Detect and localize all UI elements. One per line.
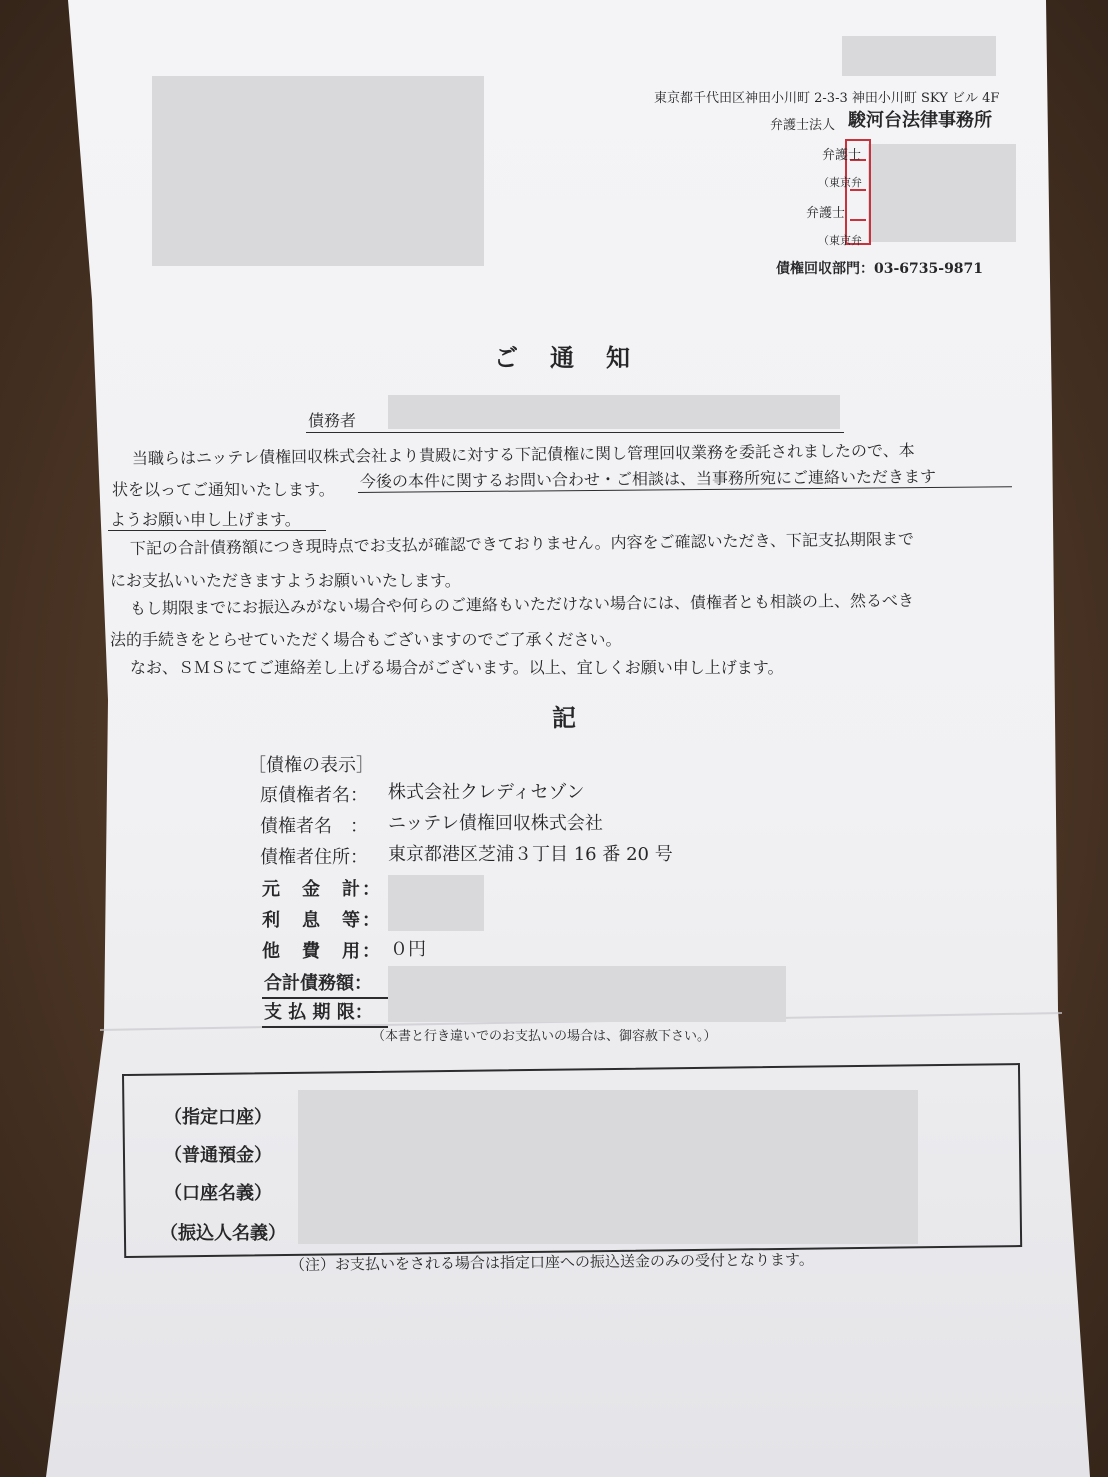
page-title: ご 通 知 — [494, 343, 634, 372]
claim-row-value-creditor: ニッテレ債権回収株式会社 — [388, 813, 603, 834]
redaction-total-deadline — [388, 966, 786, 1022]
firm-address: 東京都千代田区神田小川町 2-3-3 神田小川町 SKY ビル 4F — [654, 91, 1000, 106]
claim-row-label-principal: 元 金 計： — [262, 879, 382, 900]
body-p1-line1: 当職らはニッテレ債権回収株式会社より貴殿に対する下記債権に関し管理回収業務を委託されましたので、本 — [131, 440, 915, 468]
body-p1-line2b: 今後の本件に関するお問い合わせ・ご相談は、当事務所宛にご連絡いただきます — [359, 466, 937, 491]
claim-row-label-creditor: 債権者名 ： — [260, 816, 368, 837]
redaction-top-right — [842, 36, 996, 76]
body-p3-line2: 法的手続きをとらせていただく場合もございますのでご了承ください。 — [110, 630, 622, 649]
body-p1-underline2 — [108, 530, 326, 531]
redaction-lawyers — [868, 144, 1016, 242]
deadline-underline — [262, 1026, 388, 1028]
claim-row-label-total: 合計債務額： — [264, 973, 372, 994]
claim-row-value-other-fees: ０円 — [390, 939, 426, 960]
redaction-debtor-name — [388, 395, 840, 429]
body-p3-line1: もし期限までにお振込みがない場合や何らのご連絡もいただけない場合には、債権者とも相談の上、然るべき — [129, 590, 915, 618]
body-p1-line3: ようお願い申し上げます。 — [110, 510, 301, 529]
body-p4-line1: なお、ＳＭＳにてご連絡差し上げる場合がございます。以上、宜しくお願い申し上げます。 — [130, 658, 784, 677]
claim-heading: ［債権の表示］ — [248, 755, 374, 776]
body-p2-line1: 下記の合計債務額につき現時点でお支払が確認できておりません。内容をご確認いただき、下記支払期限まで — [129, 529, 915, 558]
claim-row-label-creditor-address: 債権者住所： — [260, 847, 368, 868]
debtor-underline — [306, 432, 844, 433]
lawyer2-label: 弁護士 — [806, 206, 846, 221]
lawyer1-note: （東京弁 — [818, 176, 862, 189]
redaction-principal-interest — [388, 875, 484, 931]
firm-name: 駿河台法律事務所 — [848, 110, 992, 131]
claim-row-label-other-fees: 他 費 用： — [262, 941, 382, 962]
lawyer1-label: 弁護士 — [822, 148, 862, 163]
account-label-holder: （口座名義） — [164, 1183, 272, 1204]
debtor-label: 債務者 — [308, 411, 357, 430]
claim-row-label-original-creditor: 原債権者名： — [260, 785, 368, 806]
total-underline — [262, 997, 388, 999]
department-phone: 債権回収部門：03-6735-9871 — [776, 261, 984, 277]
claim-row-value-original-creditor: 株式会社クレディセゾン — [388, 782, 585, 803]
redaction-recipient — [152, 76, 484, 266]
claim-row-label-interest: 利 息 等： — [262, 910, 382, 931]
claim-row-label-deadline: 支 払 期 限： — [264, 1002, 373, 1023]
lawyer2-note: （東京弁 — [818, 234, 862, 247]
body-p2-line2: にお支払いいただきますようお願いいたします。 — [110, 571, 461, 590]
apology-note: （本書と行き違いでのお支払いの場合は、御容赦下さい。） — [372, 1029, 717, 1044]
account-label-ordinary: （普通預金） — [164, 1145, 272, 1166]
footnote: （注）お支払いをされる場合は指定口座への振込送金のみの受付となります。 — [289, 1250, 814, 1274]
ki-heading: 記 — [552, 703, 576, 732]
body-p1-line2a: 状を以ってご通知いたします。 — [112, 480, 335, 499]
firm-prefix: 弁護士法人 — [770, 118, 836, 133]
account-label-transferor: （振込人名義） — [160, 1223, 286, 1244]
claim-row-value-creditor-address: 東京都港区芝浦３丁目 16 番 20 号 — [388, 844, 673, 865]
account-label-designated: （指定口座） — [164, 1107, 272, 1128]
